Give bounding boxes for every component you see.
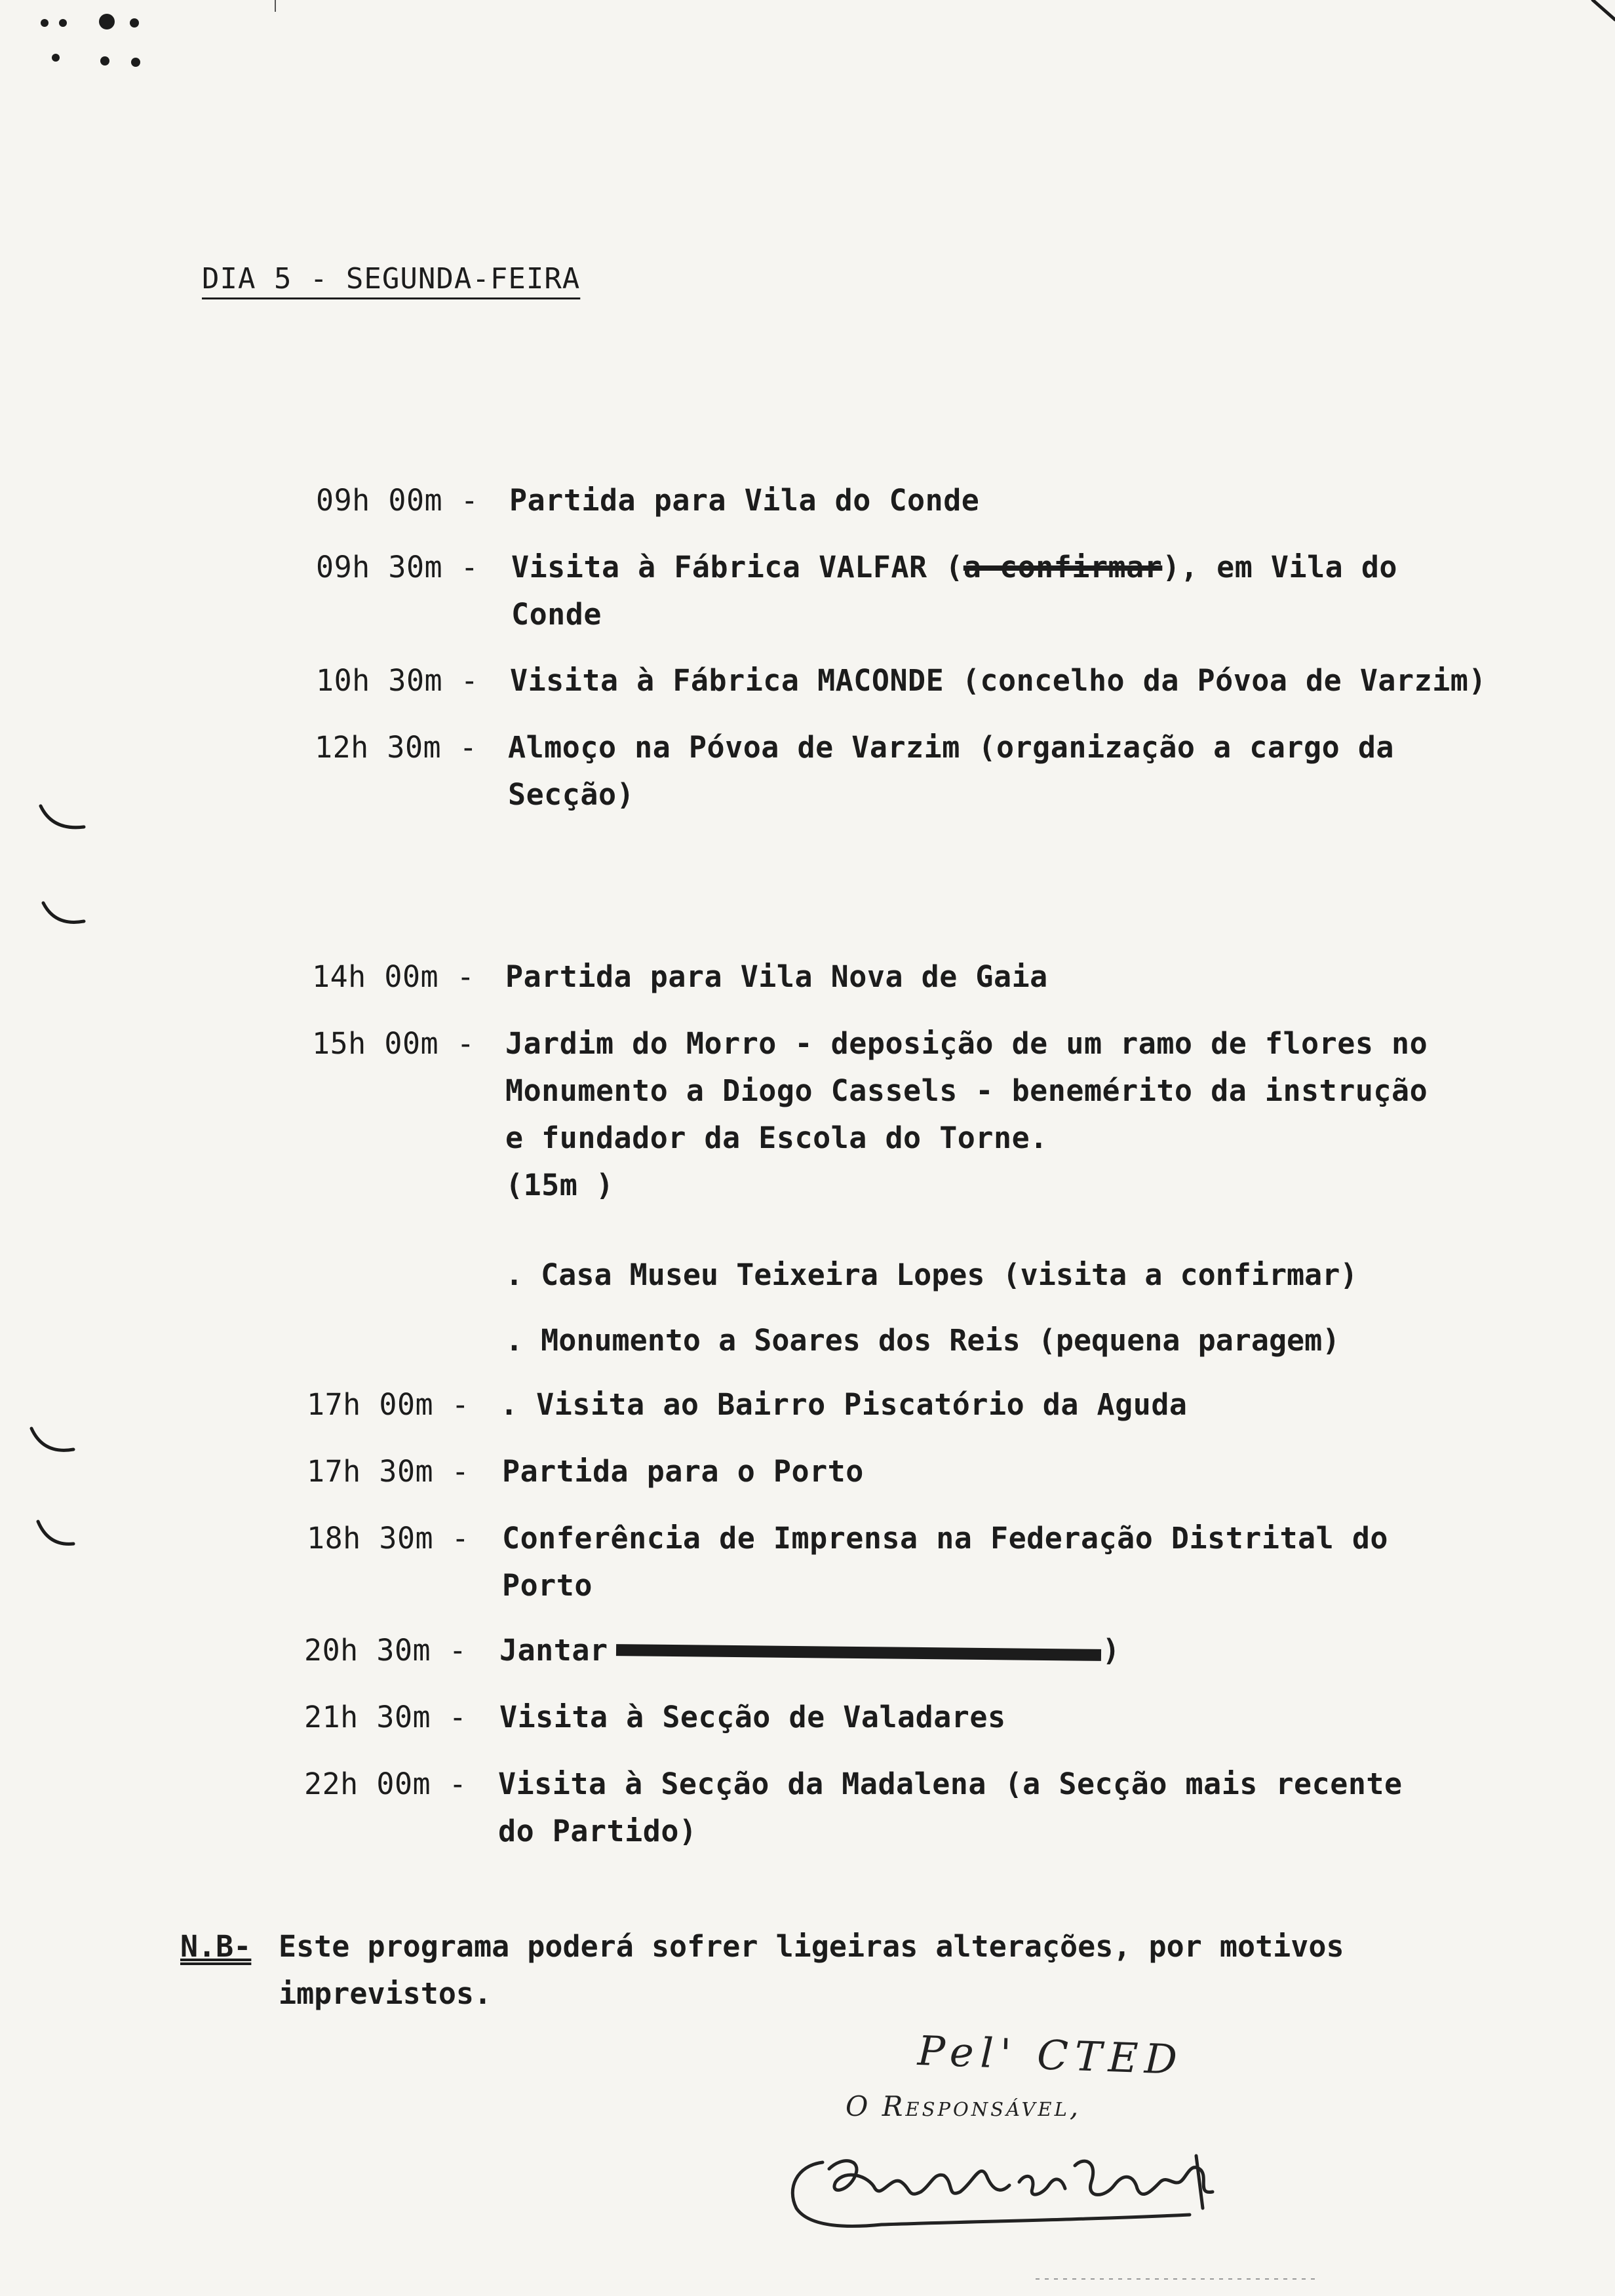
entry-description	[499, 1627, 1120, 1674]
entry-time: 20h 30m -	[304, 1633, 467, 1668]
entry-time: 22h 00m -	[304, 1767, 467, 1801]
entry-line: do Partido)	[498, 1814, 697, 1848]
entry-description	[500, 1381, 1188, 1428]
binding-mark	[43, 903, 84, 922]
footnote-line: Este programa poderá sofrer ligeiras alterações, por motivos	[279, 1929, 1344, 1964]
entry-line	[499, 1627, 1120, 1674]
entry-text: )	[1102, 1633, 1121, 1668]
corner-edge	[1593, 0, 1615, 20]
signature-stroke	[1019, 2176, 1065, 2194]
punch-mark	[52, 54, 60, 62]
binding-mark	[31, 1428, 73, 1450]
entry-line: Partida para Vila Nova de Gaia	[505, 959, 1048, 994]
entry-time: 09h 30m -	[316, 550, 479, 584]
signature-stroke	[882, 2215, 1190, 2225]
footnote-line: imprevistos.	[279, 1976, 492, 2011]
entry-time: 17h 00m -	[307, 1387, 470, 1422]
signature-stroke	[1196, 2156, 1203, 2208]
binding-mark	[41, 806, 84, 828]
entry-text: ), em Vila do	[1162, 550, 1398, 584]
entry-line: Conferência de Imprensa na Federação Distrital do	[502, 1521, 1389, 1556]
entry-time: 17h 30m -	[307, 1454, 470, 1489]
entry-description	[502, 1448, 864, 1495]
entry-time: 12h 30m -	[315, 730, 478, 765]
punch-mark	[130, 18, 139, 28]
redaction-bar	[615, 1644, 1100, 1661]
entry-line: (15m )	[505, 1168, 614, 1202]
entry-description	[510, 657, 1487, 704]
entry-line: Visita à Secção de Valadares	[499, 1700, 1006, 1734]
entry-line: Porto	[502, 1568, 593, 1603]
signature-stroke	[829, 2161, 1009, 2194]
entry-line: e fundador da Escola do Torne.	[505, 1120, 1048, 1155]
entry-line: Visita à Fábrica MACONDE (concelho da Póvoa de Varzim)	[510, 663, 1487, 698]
entry-description	[505, 953, 1048, 1001]
entry-description	[511, 544, 1397, 638]
footnote-text	[279, 1923, 1344, 2018]
page-title: DIA 5 - SEGUNDA-FEIRA	[202, 262, 581, 296]
entry-line: Monumento a Diogo Cassels - benemérito da instrução	[505, 1073, 1428, 1108]
handwritten-signature	[783, 2136, 1242, 2241]
entry-description	[505, 1020, 1428, 1209]
entry-text: Visita à Fábrica VALFAR (	[511, 550, 963, 584]
entry-time: 21h 30m -	[304, 1700, 467, 1734]
entry-line: Jardim do Morro - deposição de um ramo de flores no	[505, 1026, 1428, 1061]
punch-mark	[59, 19, 67, 27]
signature-stroke	[792, 2162, 882, 2226]
footnote-label: N.B-	[180, 1929, 252, 1964]
punch-mark	[99, 14, 115, 29]
signature-stroke	[1075, 2161, 1213, 2194]
entry-time: 18h 30m -	[307, 1521, 470, 1556]
entry-line: . Visita ao Bairro Piscatório da Aguda	[500, 1387, 1188, 1422]
signature-role: O Responsável,	[846, 2090, 1081, 2122]
entry-line: Partida para Vila do Conde	[509, 483, 980, 518]
entry-description	[509, 477, 979, 524]
punch-mark	[100, 56, 109, 66]
entry-time: 09h 00m -	[316, 483, 479, 518]
entry-line: Conde	[511, 597, 602, 632]
entry-line: Partida para o Porto	[502, 1454, 864, 1489]
binding-mark	[38, 1521, 73, 1544]
punch-mark	[41, 19, 49, 27]
entry-line: Almoço na Póvoa de Varzim (organização a cargo da	[508, 730, 1395, 765]
signature-organization: Pel' CTED	[916, 2026, 1185, 2084]
entry-description	[508, 724, 1394, 818]
entry-description	[502, 1515, 1388, 1609]
entry-description	[499, 1694, 1006, 1741]
punch-mark	[131, 58, 140, 67]
sub-item: . Casa Museu Teixeira Lopes (visita a confirmar)	[505, 1257, 1358, 1292]
entry-time: 10h 30m -	[316, 663, 479, 698]
entry-time: 14h 00m -	[312, 959, 475, 994]
entry-line: Visita à Secção da Madalena (a Secção mais recente	[498, 1767, 1403, 1801]
entry-text: Jantar	[499, 1633, 608, 1668]
entry-description	[498, 1761, 1403, 1855]
sub-item: . Monumento a Soares dos Reis (pequena paragem)	[505, 1323, 1340, 1358]
entry-line: Secção)	[508, 777, 635, 812]
struck-text: a confirmar	[963, 550, 1163, 584]
entry-line	[511, 544, 1397, 591]
entry-time: 15h 00m -	[312, 1026, 475, 1061]
